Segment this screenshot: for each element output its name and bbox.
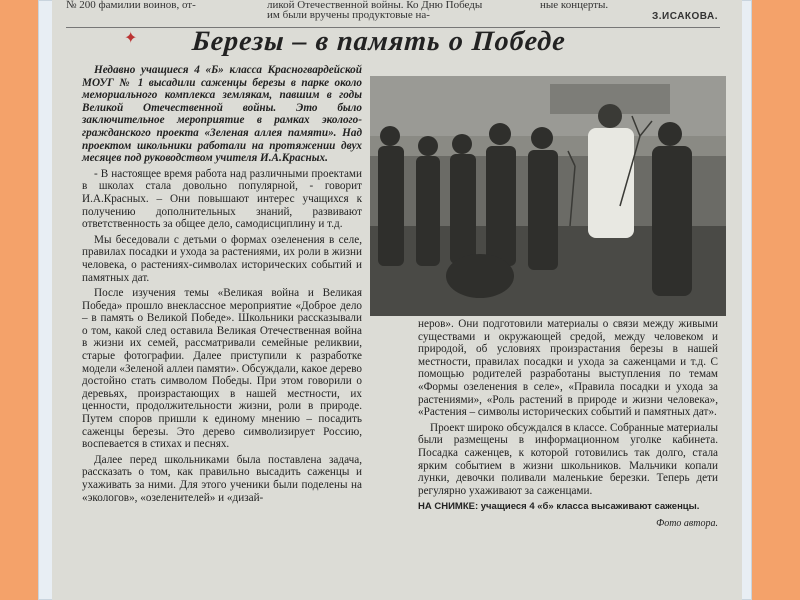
- paragraph: Проект широко обсуждался в классе. Собранные материалы были размещены в информационном уголке кабинета. Посадка саженцев, к которой готовились так долго, стала ярким событием в жизни школьников. Мальчики копали лунки, девочки поливали маленькие березки. Теперь дети регулярно ухаживают за саженцами.: [418, 421, 718, 497]
- article-photo: [370, 76, 726, 316]
- document-frame: [38, 0, 752, 600]
- paragraph: - В настоящее время работа над различными проектами в школах стала довольно популярной, - говорит И.А.Красных. – Они повышают интерес учащихся к получению дополнительных знаний, развивают ответственность за общее дело, самодисциплину и т.д.: [82, 167, 362, 231]
- lead-paragraph: Недавно учащиеся 4 «Б» класса Красногвардейской МОУГ № 1 высадили саженцы березы в парке около мемориального комплекса землякам, павшим в годы Великой Отечественной войны. Это было заключительное мероприятие в рамках эколого-гражданского проекта «Зеленая аллея памяти». Над проектом школьники работали на протяжении двух месяцев под руководством учителя И.А.Красных.: [82, 64, 362, 165]
- paragraph: неров». Они подготовили материалы о связи между живыми существами и окружающей средой, между человеком и природой, об условиях произрастания березы в нашей местности, правилах посадки и ухода за саженцами и т.д. С помощью родителей разработаны выступления по темам «Формы озеленения в селе», «Правила посадки и ухода за растениями», «Роль растений в природе и жизни человека», «Растения – символы исторических событий и памятных дат».: [418, 318, 718, 419]
- paragraph: Далее перед школьниками была поставлена задача, рассказать о том, как правильно высадить саженцы и ухаживать за ними. Для этого ученики были поделены на «экологов», «озеленителей» и «дизай-: [82, 453, 362, 504]
- newspaper-page: [52, 0, 742, 600]
- paragraph: Мы беседовали с детьми о формах озеленения в селе, правилах посадки и ухода за растениями, их роли в жизни человека, о растениях-символах исторических событий и памятных дат.: [82, 233, 362, 284]
- previous-article-strip: [52, 0, 742, 24]
- left-column: [82, 64, 362, 507]
- star-icon: ✦: [124, 30, 138, 47]
- right-border: [752, 0, 800, 600]
- right-column: [418, 318, 718, 531]
- top-col-1: № 200 фамилии воинов, от-: [66, 0, 196, 11]
- author-signature: З.ИСАКОВА.: [652, 11, 719, 22]
- top-col-3: ные концерты.: [540, 0, 609, 11]
- photo-caption: НА СНИМКЕ: учащиеся 4 «б» класса высаживают саженцы.: [418, 501, 700, 513]
- top-col-2: ликой Отечественной войны. Ко Дню Победы им были вручены продуктовые на-: [267, 0, 483, 21]
- article-title: Березы – в память о Победе: [190, 26, 567, 57]
- paragraph: После изучения темы «Великая война и Великая Победа» прошло внеклассное мероприятие «Доброе дело – в память о Великой Победе». Школьники рассказывали о том, какой след оставила Великая Отечественная война в жизни их семей, рассматривали семейные реликвии, старые фотографии. Далее приступили к разработке модели «Зеленой аллеи памяти». Обсуждали, какое дерево достойно стать символом Победы. При этом говорили о деревьях, произрастающих в нашей местности, их ценности, продолжительности жизни, роли в природе. Путем споров пришли к единому мнению – посадить саженцы березы. Это дерево символизирует Россию, воспевается в стихах и песнях.: [82, 287, 362, 451]
- left-border: [0, 0, 38, 600]
- photo-credit: Фото автора.: [656, 518, 718, 530]
